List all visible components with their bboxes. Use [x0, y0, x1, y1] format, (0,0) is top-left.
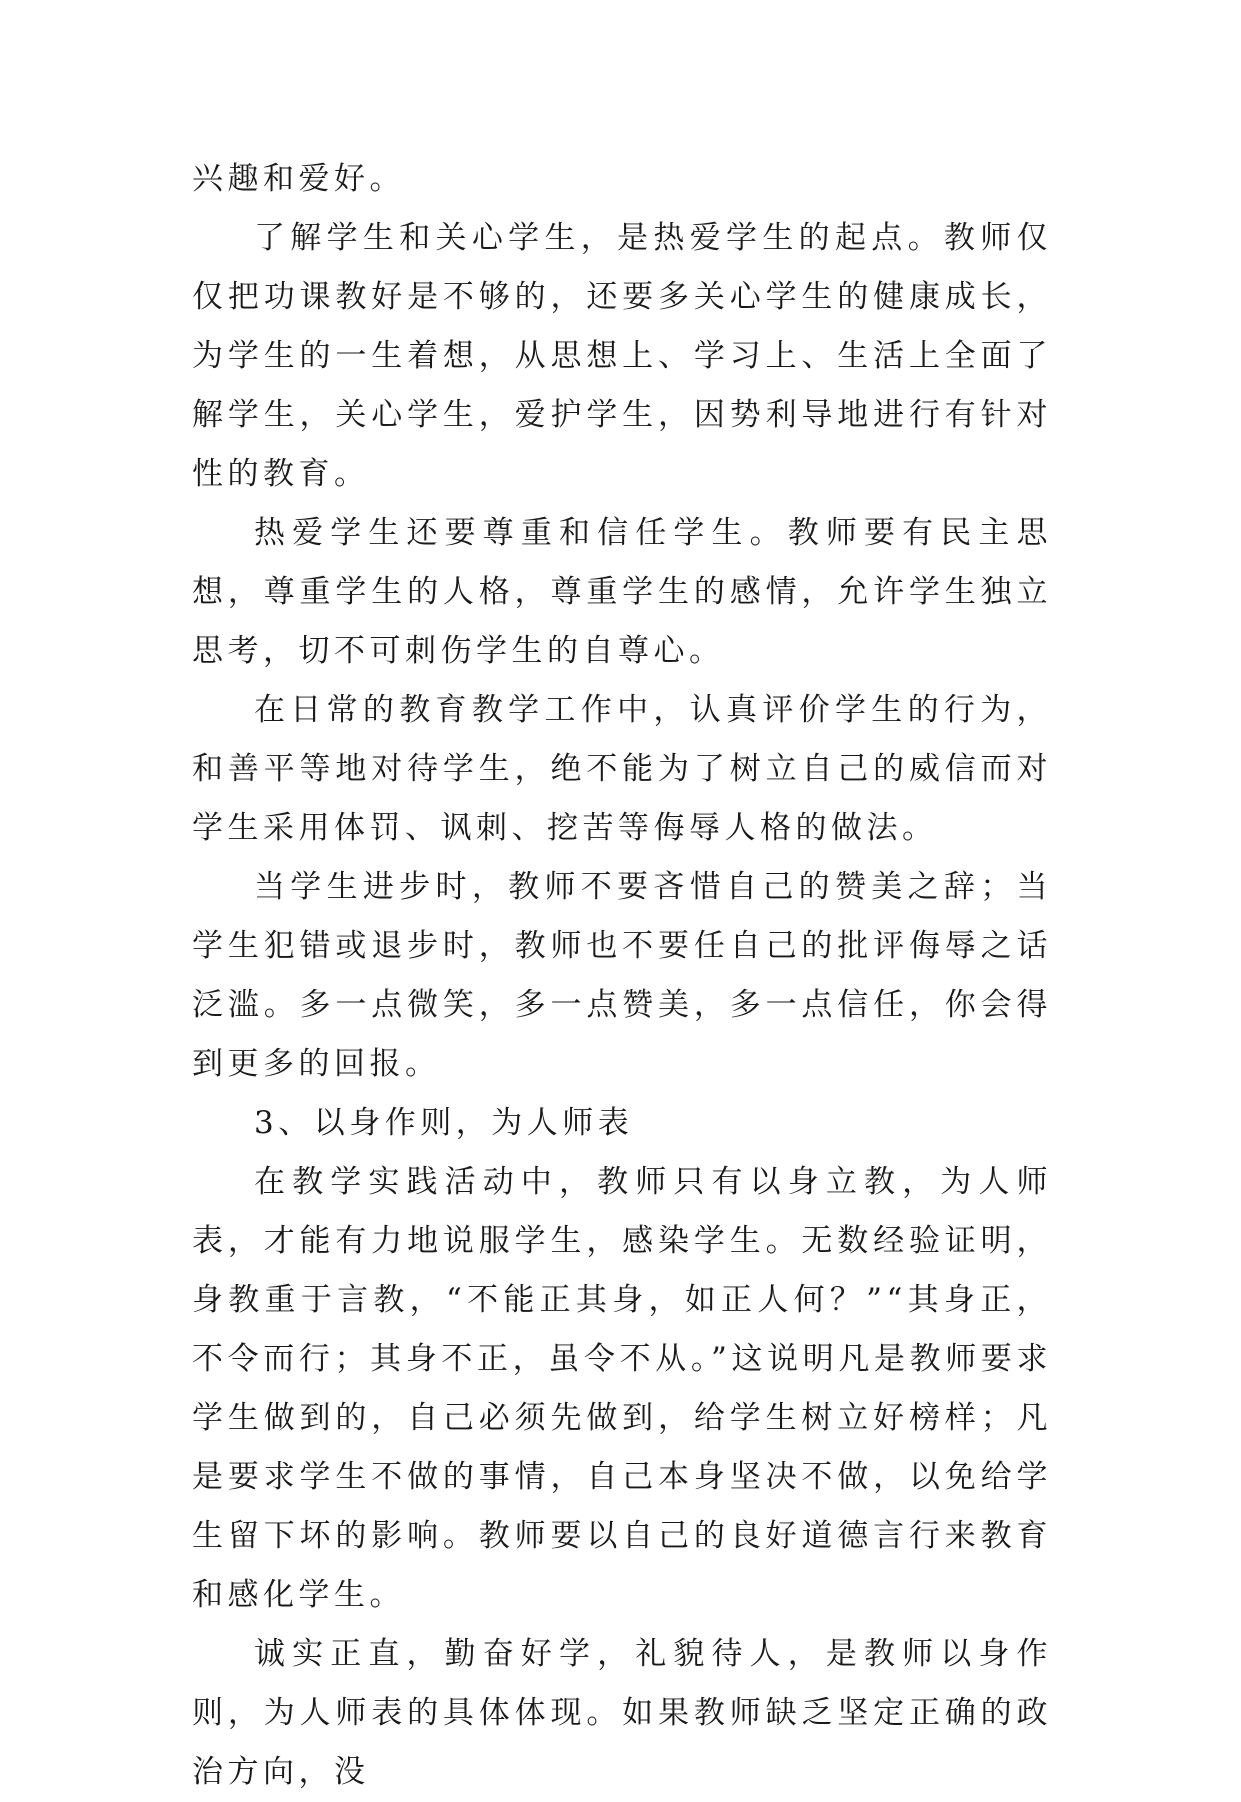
paragraph-respect-students: 热爱学生还要尊重和信任学生。教师要有民主思想，尊重学生的人格，尊重学生的感情，允许学生独立思考，切不可刺伤学生的自尊心。	[192, 515, 1052, 669]
document-body	[192, 150, 1052, 1802]
paragraph-praise: 当学生进步时，教师不要吝惜自己的赞美之辞；当学生犯错或退步时，教师也不要任自己的批评侮辱之话泛滥。多一点微笑，多一点赞美，多一点信任，你会得到更多的回报。	[192, 869, 1052, 1082]
section-heading: 3、以身作则，为人师表	[254, 1105, 634, 1141]
paragraph-continuation: 兴趣和爱好。	[192, 161, 405, 197]
paragraph-honesty: 诚实正直，勤奋好学，礼貌待人，是教师以身作则，为人师表的具体体现。如果教师缺乏坚定正确的政治方向，没	[192, 1636, 1052, 1790]
paragraph-fair-treatment: 在日常的教育教学工作中，认真评价学生的行为，和善平等地对待学生，绝不能为了树立自己的威信而对学生采用体罚、讽刺、挖苦等侮辱人格的做法。	[192, 692, 1052, 846]
paragraph-lead-by-example: 在教学实践活动中，教师只有以身立教，为人师表，才能有力地说服学生，感染学生。无数经验证明，身教重于言教，“不能正其身，如正人何？”“其身正，不令而行；其身不正，虽令不从。”这说明凡是教师要求学生做到的，自己必须先做到，给学生树立好榜样；凡是要求学生不做的事情，自己本身坚决不做，以免给学生留下坏的影响。教师要以自己的良好道德言行来教育和感化学生。	[192, 1164, 1052, 1613]
paragraph-understand-students: 了解学生和关心学生，是热爱学生的起点。教师仅仅把功课教好是不够的，还要多关心学生的健康成长，为学生的一生着想，从思想上、学习上、生活上全面了解学生，关心学生，爱护学生，因势利导地进行有针对性的教育。	[192, 220, 1052, 492]
